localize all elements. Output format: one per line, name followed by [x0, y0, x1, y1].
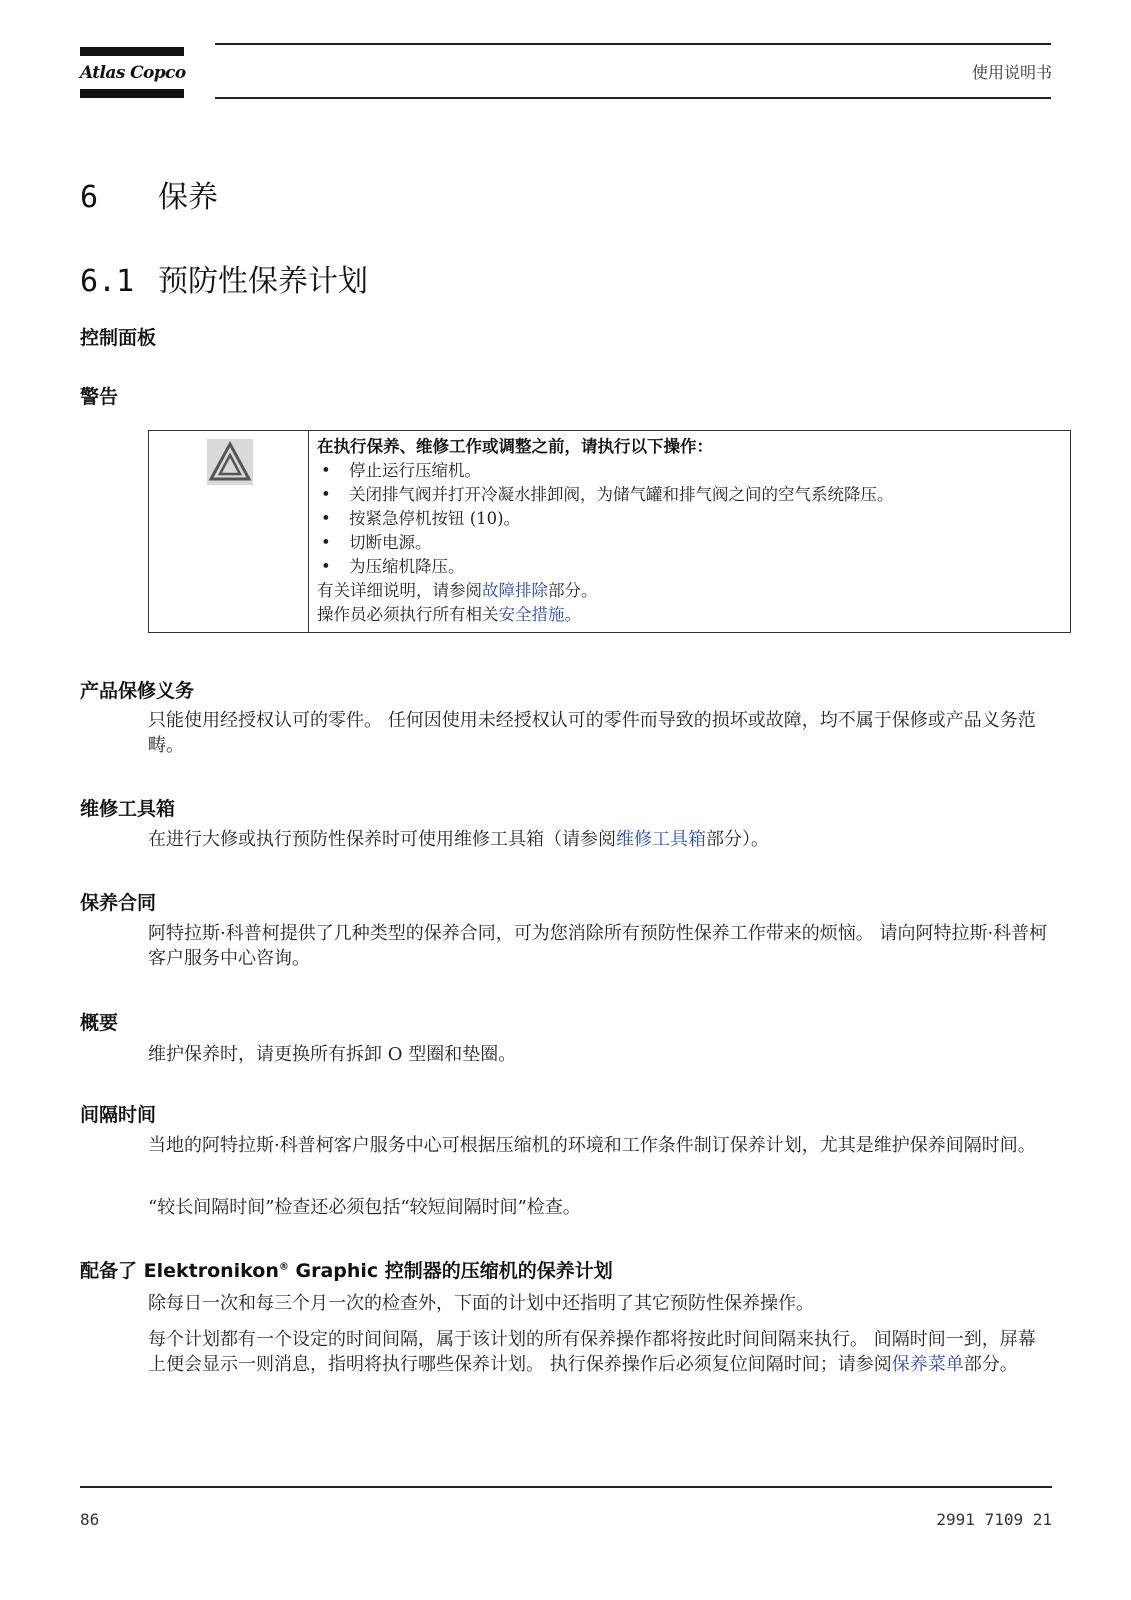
bullet: • [321, 557, 331, 576]
warning-list [317, 459, 1062, 579]
bullet: • [321, 533, 331, 552]
list-item: • 按紧急停机按钮 (10)。 [317, 507, 1062, 531]
chapter-title-text: 保养 [158, 180, 218, 215]
chapter-number: 6 [80, 180, 99, 215]
list-item: • 关闭排气阀并打开冷凝水排卸阀，为储气罐和排气阀之间的空气系统降压。 [317, 483, 1062, 507]
logo-bottom-bar [80, 89, 184, 98]
atlas-copco-logo [80, 47, 184, 99]
troubleshooting-link[interactable]: 故障排除 [482, 581, 548, 600]
list-item: • 切断电源。 [317, 531, 1062, 555]
document-number: 2991 7109 21 [936, 1510, 1052, 1529]
registered-mark: ® [278, 1261, 289, 1273]
logo-text: Atlas Copco [80, 63, 186, 83]
header-bottom-rule [215, 97, 1051, 99]
section-title [80, 256, 368, 300]
section-title-text: 预防性保养计划 [158, 264, 368, 299]
list-item: • 停止运行压缩机。 [317, 459, 1062, 483]
safety-precautions-link[interactable]: 安全措施 [498, 605, 565, 624]
document-type: 使用说明书 [971, 63, 1052, 82]
warning-text [317, 435, 1062, 627]
page-number: 86 [80, 1510, 100, 1529]
warning-lead: 在执行保养、维修工作或调整之前，请执行以下操作： [317, 437, 713, 456]
schedule-text-1: 除每日一次和每三个月一次的检查外，下面的计划中还指明了其它预防性保养操作。 [148, 1293, 814, 1314]
schedule-text-2: 每个计划都有一个设定的时间间隔，属于该计划的所有保养操作都将按此时间间隔来执行。 间隔时间一到，屏幕上便会显示一则消息，指明将执行哪些保养计划。 执行保养操作后必须复位间隔时间；请参阅保养菜单部分。 [148, 1329, 1036, 1375]
bullet: • [321, 509, 331, 528]
intervals-heading: 间隔时间 [80, 1104, 157, 1126]
service-kits-heading: 维修工具箱 [80, 798, 176, 820]
bullet: • [321, 461, 331, 480]
warning-heading: 警告 [80, 386, 119, 408]
warning-icon-cell [149, 431, 309, 632]
warning-detail-line: 有关详细说明，请参阅故障排除部分。 [317, 581, 598, 600]
general-heading: 概要 [80, 1012, 119, 1034]
service-kits-text: 在进行大修或执行预防性保养时可使用维修工具箱（请参阅维修工具箱部分）。 [148, 829, 769, 850]
general-text: 维护保养时，请更换所有拆卸 O 型圈和垫圈。 [148, 1044, 517, 1065]
schedule-heading: 配备了 Elektronikon® Graphic 控制器的压缩机的保养计划 [80, 1260, 613, 1282]
service-contracts-heading: 保养合同 [80, 892, 157, 914]
logo-top-bar [80, 47, 184, 56]
warranty-text: 只能使用经授权认可的零件。 任何因使用未经授权认可的零件而导致的损坏或故障，均不属于保修或产品义务范畴。 [148, 710, 1036, 756]
warning-safety-line: 操作员必须执行所有相关安全措施。 [317, 605, 581, 624]
warning-triangle-icon [207, 439, 253, 485]
warning-box [148, 430, 1071, 633]
warranty-heading: 产品保修义务 [80, 680, 195, 702]
footer-rule [80, 1486, 1052, 1488]
service-menu-link[interactable]: 保养菜单 [891, 1354, 964, 1375]
intervals-text-1: 当地的阿特拉斯·科普柯客户服务中心可根据压缩机的环境和工作条件制订保养计划，尤其是维护保养间隔时间。 [148, 1135, 1036, 1156]
bullet: • [321, 485, 331, 504]
chapter-title [80, 172, 218, 216]
header-top-rule [215, 43, 1051, 45]
service-contracts-text: 阿特拉斯·科普柯提供了几种类型的保养合同，可为您消除所有预防性保养工作带来的烦恼。 请向阿特拉斯·科普柯客户服务中心咨询。 [148, 923, 1048, 969]
service-kits-link[interactable]: 维修工具箱 [616, 829, 706, 850]
intervals-text-2: “较长间隔时间”检查还必须包括“较短间隔时间”检查。 [148, 1197, 581, 1218]
control-panel-heading: 控制面板 [80, 327, 157, 349]
list-item: • 为压缩机降压。 [317, 555, 1062, 579]
section-number: 6.1 [80, 264, 135, 299]
